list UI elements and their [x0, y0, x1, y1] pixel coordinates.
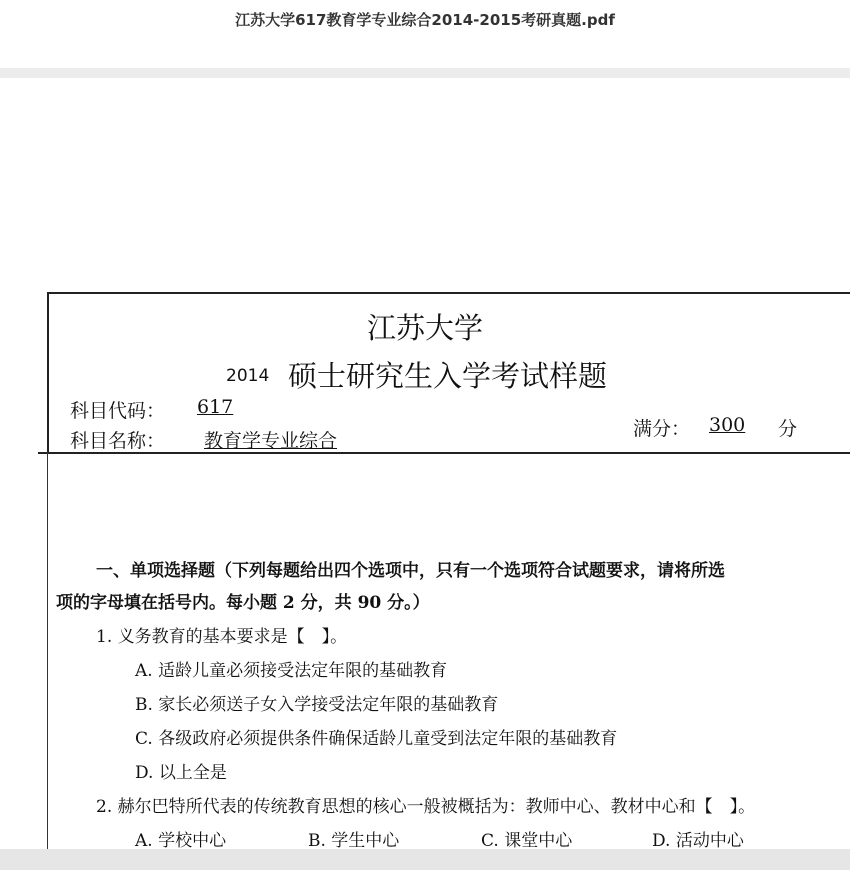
university-name: 江苏大学 — [366, 311, 483, 345]
question-2-option-a: A. 学校中心 — [135, 831, 227, 849]
section-heading-line1: 一、单项选择题（下列每题给出四个选项中，只有一个选项符合试题要求，请将所选 — [96, 561, 725, 581]
toolbar-separator — [0, 68, 850, 78]
question-1-option-d: D. 以上全是 — [135, 763, 227, 783]
question-2-stem: 2. 赫尔巴特所代表的传统教育思想的核心一般被概括为：教师中心、教材中心和【 】。 — [96, 797, 756, 817]
document-file-name: 江苏大学617教育学专业综合2014-2015考研真题.pdf — [235, 11, 615, 29]
section-heading-line2: 项的字母填在括号内。每小题 2 分，共 90 分。） — [56, 593, 430, 613]
question-1-stem: 1. 义务教育的基本要求是【 】。 — [96, 627, 348, 647]
subject-name-label: 科目名称： — [70, 430, 166, 452]
subject-code-label: 科目代码： — [70, 400, 166, 422]
subject-name-value: 教育学专业综合 — [204, 430, 338, 452]
subject-code-value: 617 — [197, 396, 234, 418]
question-1-option-b: B. 家长必须送子女入学接受法定年限的基础教育 — [135, 695, 499, 715]
left-margin-line — [47, 452, 48, 849]
full-score-value: 300 — [709, 414, 746, 436]
full-score-unit: 分 — [778, 418, 798, 440]
question-2-option-d: D. 活动中心 — [652, 831, 744, 849]
question-2-option-c: C. 课堂中心 — [481, 831, 573, 849]
question-1-option-c: C. 各级政府必须提供条件确保适龄儿童受到法定年限的基础教育 — [135, 729, 618, 749]
viewer-title-bar — [0, 0, 850, 68]
bottom-bar — [0, 849, 850, 870]
exam-title: 硕士研究生入学考试样题 — [288, 359, 608, 393]
exam-year: 2014 — [226, 366, 270, 386]
full-score-label: 满分： — [633, 418, 691, 440]
question-2-option-b: B. 学生中心 — [308, 831, 400, 849]
question-1-option-a: A. 适龄儿童必须接受法定年限的基础教育 — [135, 661, 448, 681]
document-page[interactable] — [0, 78, 850, 849]
